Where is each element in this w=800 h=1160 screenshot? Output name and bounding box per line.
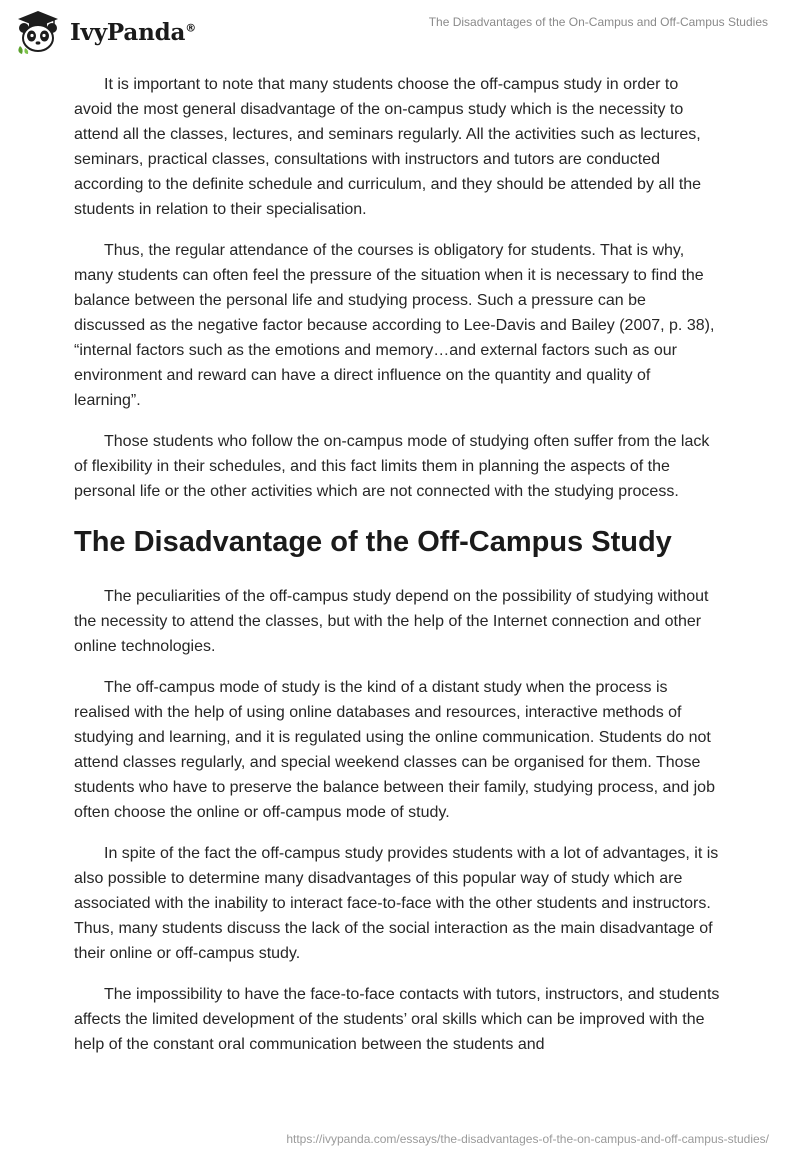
page-header <box>0 0 800 64</box>
ivypanda-logo[interactable] <box>14 8 196 56</box>
paragraph: The off-campus mode of study is the kind of a distant study when the process is realised with the help of using online databases and resources, interactive methods of studying and learning, and it is regulated using the online communication. Students do not attend classes regularly, and special weekend classes can be organised for them. Those students who have to preserve the balance between their family, studying process, and job often choose the online or off-campus mode of study. <box>74 679 715 821</box>
paragraph: Thus, the regular attendance of the courses is obligatory for students. That is why, many students can often feel the pressure of the situation when it is necessary to find the balance between the personal life and studying process. Such a pressure can be discussed as the negative factor because according to Lee-Davis and Bailey (2007, p. 38), “internal factors such as the emotions and memory…and external factors such as our environment and reward can have a direct influence on the quantity and quality of learning”. <box>74 242 715 409</box>
logo-text: IvyPanda® <box>70 18 196 46</box>
paragraph: The peculiarities of the off-campus study depend on the possibility of studying without the necessity to attend the classes, but with the help of the Internet connection and other online technologies. <box>74 588 709 655</box>
paragraph: It is important to note that many students choose the off-campus study in order to avoid the most general disadvantage of the on-campus study which is the necessity to attend all the classes, lectures, and seminars regularly. All the activities such as lectures, seminars, practical classes, consultations with instructors and tutors are conducted according to the definite schedule and curriculum, and they should be attended by all the students in relation to their specialisation. <box>74 76 702 218</box>
essay-body <box>74 72 720 1073</box>
section-heading: The Disadvantage of the Off-Campus Study <box>74 526 672 558</box>
paragraph: Those students who follow the on-campus mode of studying often suffer from the lack of flexibility in their schedules, and this fact limits them in planning the aspects of the personal life or the other activities which are not connected with the studying process. <box>74 433 710 500</box>
paragraph: The impossibility to have the face-to-face contacts with tutors, instructors, and students affects the limited development of the students’ oral skills which can be improved with the help of the constant oral communication between the students and <box>74 986 720 1053</box>
document-title: The Disadvantages of the On-Campus and Off-Campus Studies <box>428 15 768 29</box>
paragraph: In spite of the fact the off-campus study provides students with a lot of advantages, it is also possible to determine many disadvantages of this popular way of study which are associated with the inability to interact face-to-face with the other students and instructors. Thus, many students discuss the lack of the social interaction as the main disadvantage of their online or off-campus study. <box>74 845 719 962</box>
source-url[interactable]: https://ivypanda.com/essays/the-disadvantages-of-the-on-campus-and-off-campus-studies/ <box>286 1132 769 1146</box>
panda-logo-icon <box>14 8 62 56</box>
